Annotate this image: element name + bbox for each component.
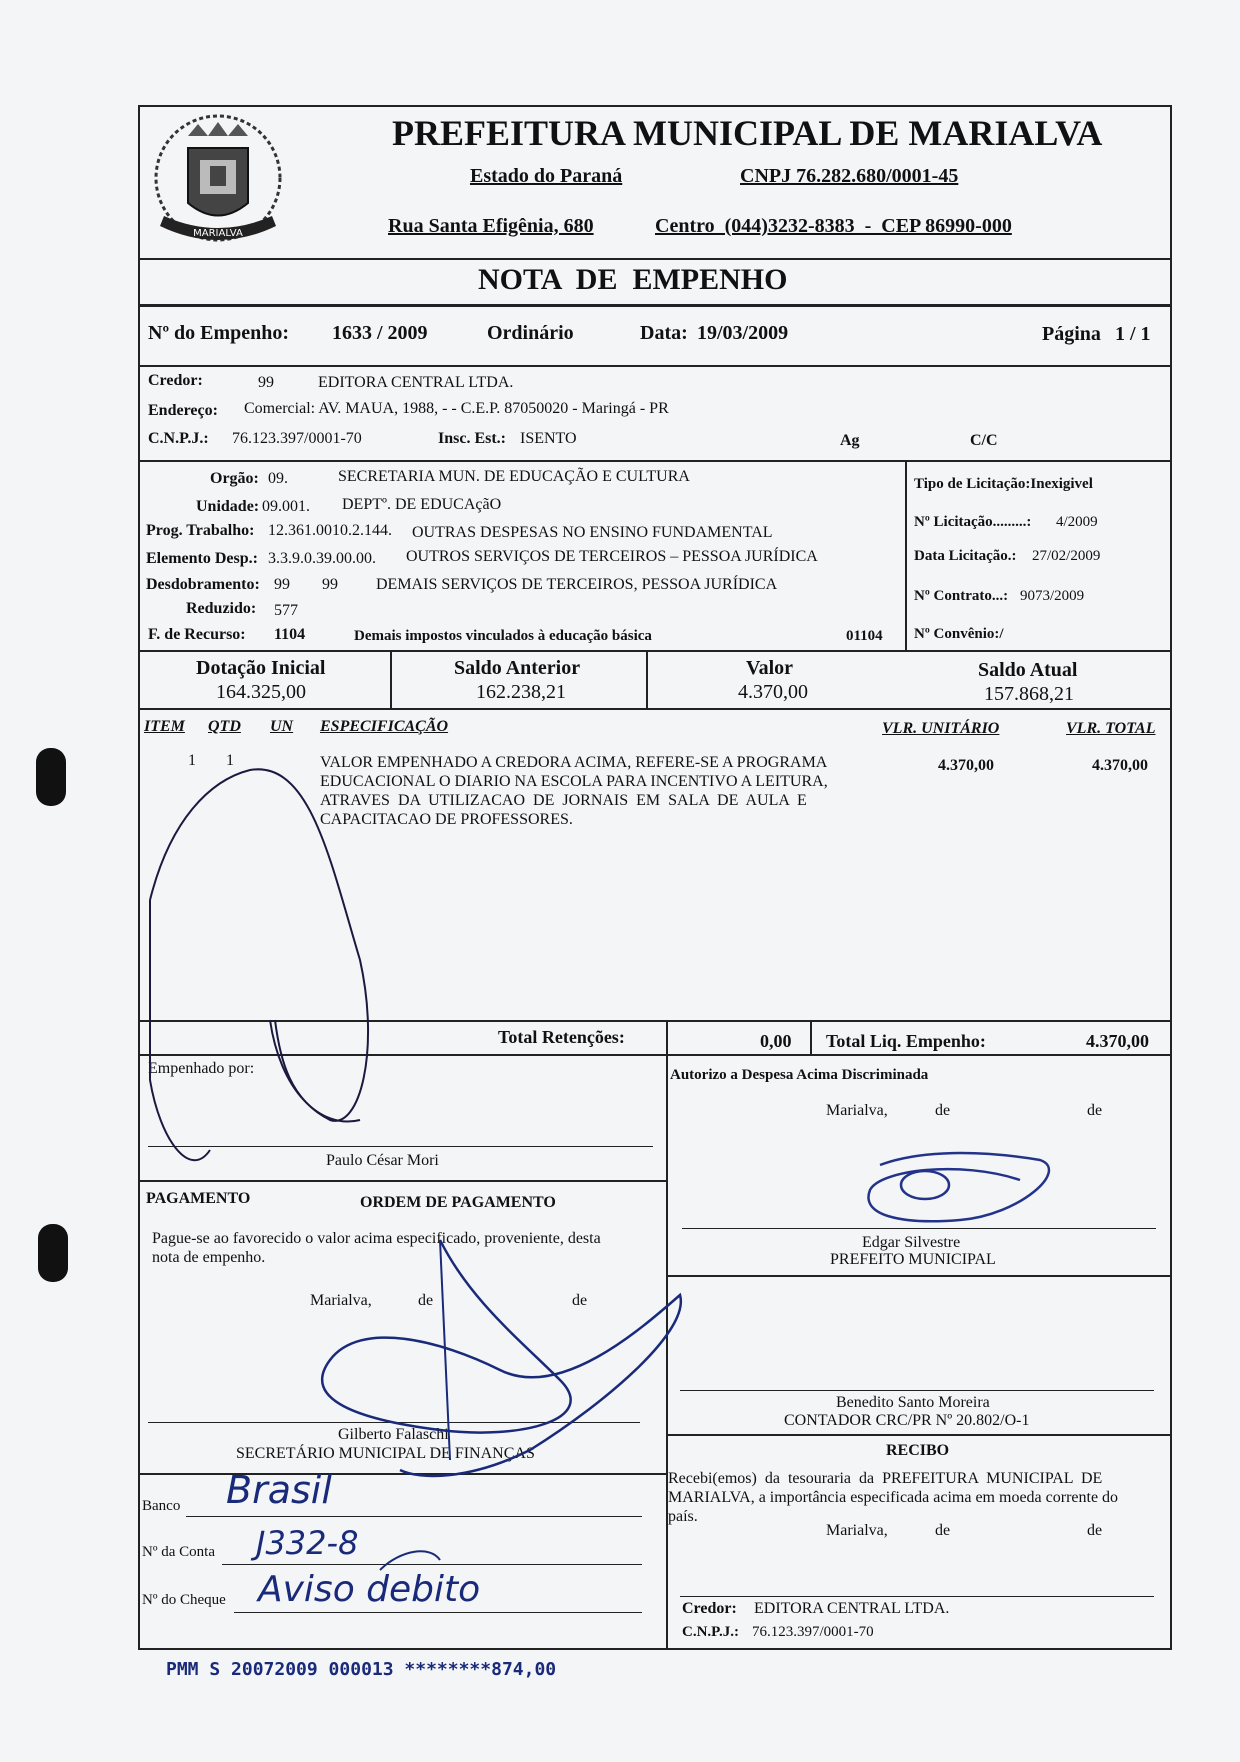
recurso-name: Demais impostos vinculados à educação básica (354, 628, 652, 644)
recibo-line-2: MARIALVA, a importância especificada acima em moeda corrente do (668, 1489, 1119, 1506)
ordem-label: ORDEM DE PAGAMENTO (360, 1194, 556, 1211)
licitacao-tipo: Tipo de Licitação:Inexigivel (914, 476, 1093, 492)
liquido-value: 4.370,00 (1086, 1031, 1149, 1051)
svg-text:MARIALVA: MARIALVA (193, 228, 243, 239)
elem-name: OUTROS SERVIÇOS DE TERCEIROS – PESSOA JURÍDICA (406, 548, 818, 565)
recibo-cnpj: 76.123.397/0001-70 (752, 1624, 874, 1640)
desd-code-1: 99 (274, 576, 290, 593)
prefeito-name: Edgar Silvestre (862, 1234, 961, 1251)
pagamento-de-1: de (418, 1292, 434, 1309)
recibo-de-2: de (1087, 1522, 1103, 1539)
conta-label: Nº da Conta (142, 1544, 215, 1560)
divider (138, 1473, 666, 1475)
cheque-handwriting: Aviso debito (258, 1569, 481, 1610)
desd-name: DEMAIS SERVIÇOS DE TERCEIROS, PESSOA JURÍDICA (376, 576, 778, 593)
municipality-name: PREFEITURA MUNICIPAL DE MARIALVA (392, 113, 1103, 153)
empenho-number-label: Nº do Empenho: (148, 322, 290, 344)
empenho-type: Ordinário (487, 322, 574, 344)
recibo-line-1: Recebi(emos) da tesouraria da PREFEITURA MUNICIPAL DE (668, 1470, 1103, 1487)
conta-handwriting: J332-8 (256, 1524, 359, 1562)
contrato-label: Nº Contrato...: (914, 588, 1009, 604)
recibo-de-1: de (935, 1522, 951, 1539)
secretario-name: Gilberto Falaschi (338, 1426, 449, 1443)
saldo-anterior-value: 162.238,21 (476, 681, 566, 703)
pagamento-de-2: de (572, 1292, 588, 1309)
insc-value: ISENTO (520, 430, 577, 447)
signature-line (148, 1146, 653, 1147)
secretario-role: SECRETÁRIO MUNICIPAL DE FINANÇAS (236, 1445, 535, 1462)
elem-code: 3.3.9.0.39.00.00. (268, 550, 376, 567)
retencoes-value: 0,00 (760, 1031, 792, 1051)
recibo-line-3: país. (668, 1508, 698, 1525)
divider (138, 1180, 666, 1182)
item-number: 1 (188, 752, 196, 769)
unidade-label: Unidade: (196, 498, 260, 515)
col-un: UN (270, 718, 294, 735)
divider (138, 708, 1172, 710)
recurso-code-2: 01104 (846, 628, 883, 644)
dotacao-label: Dotação Inicial (196, 657, 326, 679)
recibo-cnpj-label: C.N.P.J.: (682, 1624, 739, 1640)
recibo-place: Marialva, (826, 1522, 888, 1539)
street: Rua Santa Efigênia, 680 (388, 215, 594, 237)
saldo-atual-label: Saldo Atual (978, 659, 1078, 681)
item-spec-line: ATRAVES DA UTILIZACAO DE JORNAIS EM SALA DE AULA E (320, 792, 807, 809)
retencoes-label: Total Retenções: (498, 1027, 625, 1047)
divider (138, 304, 1172, 307)
licitacao-numero: 4/2009 (1056, 514, 1098, 530)
binder-hole (38, 1224, 68, 1282)
signature-line (680, 1390, 1154, 1391)
item-spec-line: EDUCACIONAL O DIARIO NA ESCOLA PARA INCENTIVO A LEITURA, (320, 773, 828, 790)
reduzido-value: 577 (274, 602, 298, 619)
address-label: Endereço: (148, 402, 218, 419)
divider (390, 650, 392, 708)
divider (138, 460, 1172, 462)
credor-code: 99 (258, 374, 274, 391)
cheque-line (234, 1612, 642, 1613)
col-total: VLR. TOTAL (1066, 720, 1156, 737)
recibo-title: RECIBO (886, 1442, 950, 1459)
divider (138, 650, 1172, 652)
recibo-credor: EDITORA CENTRAL LTDA. (754, 1600, 950, 1617)
saldo-anterior-label: Saldo Anterior (454, 657, 581, 679)
cnpj-header: CNPJ 76.282.680/0001-45 (740, 165, 959, 187)
autorizo-de-1: de (935, 1102, 951, 1119)
address-value: Comercial: AV. MAUA, 1988, - - C.E.P. 87050020 - Maringá - PR (244, 400, 669, 417)
contrato-value: 9073/2009 (1020, 588, 1085, 604)
page-value: 1 / 1 (1115, 323, 1151, 345)
cheque-label: Nº do Cheque (142, 1592, 226, 1608)
date-label: Data: (640, 322, 688, 344)
recibo-credor-label: Credor: (682, 1600, 737, 1617)
divider (666, 1020, 668, 1056)
autorizo-label: Autorizo a Despesa Acima Discriminada (670, 1067, 929, 1083)
item-total-value: 4.370,00 (1092, 757, 1148, 774)
unidade-name: DEPTº. DE EDUCAçãO (342, 496, 502, 513)
page-label: Página (1042, 323, 1101, 345)
desd-code-2: 99 (322, 576, 338, 593)
recurso-code: 1104 (274, 626, 306, 643)
municipal-crest (148, 108, 288, 258)
reduzido-label: Reduzido: (186, 600, 257, 617)
elem-label: Elemento Desp.: (146, 550, 258, 567)
licitacao-data-label: Data Licitação.: (914, 548, 1017, 564)
unidade-code: 09.001. (262, 498, 310, 515)
dotacao-value: 164.325,00 (216, 681, 306, 703)
autorizo-place: Marialva, (826, 1102, 888, 1119)
pagamento-text-1: Pague-se ao favorecido o valor acima especificado, proveniente, desta (152, 1230, 601, 1247)
divider (138, 258, 1172, 260)
banco-handwriting: Brasil (226, 1468, 332, 1512)
conta-line (222, 1564, 642, 1565)
banco-line (186, 1516, 642, 1517)
autorizo-de-2: de (1087, 1102, 1103, 1119)
cc-label: C/C (970, 432, 998, 449)
licitacao-numero-label: Nº Licitação.........: (914, 514, 1032, 530)
empenhado-label: Empenhado por: (148, 1060, 255, 1077)
insc-label: Insc. Est.: (438, 430, 507, 447)
orgao-code: 09. (268, 470, 288, 487)
desd-label: Desdobramento: (146, 576, 260, 593)
col-spec: ESPECIFICAÇÃO (320, 718, 449, 735)
divider (666, 1434, 1172, 1436)
divider (138, 1020, 1172, 1022)
district-phone-cep: Centro (044)3232-8383 - CEP 86990-000 (655, 215, 1012, 237)
recurso-label: F. de Recurso: (148, 626, 246, 643)
divider (666, 1275, 1172, 1277)
credor-name: EDITORA CENTRAL LTDA. (318, 374, 514, 391)
binder-hole (36, 748, 66, 806)
cnpj-value: 76.123.397/0001-70 (232, 430, 362, 447)
valor-value: 4.370,00 (738, 681, 808, 703)
contador-name: Benedito Santo Moreira (836, 1394, 990, 1411)
divider (138, 365, 1172, 367)
pagamento-text-2: nota de empenho. (152, 1249, 266, 1266)
pagamento-label: PAGAMENTO (146, 1190, 251, 1207)
contador-role: CONTADOR CRC/PR Nº 20.802/O-1 (784, 1412, 1030, 1429)
signature-line (682, 1228, 1156, 1229)
empenhado-name: Paulo César Mori (326, 1152, 439, 1169)
credor-label: Credor: (148, 372, 203, 389)
divider (905, 460, 907, 650)
signature-line (680, 1596, 1154, 1597)
prog-label: Prog. Trabalho: (146, 522, 255, 539)
item-spec-line: VALOR EMPENHADO A CREDORA ACIMA, REFERE-SE A PROGRAMA (320, 754, 828, 771)
valor-label: Valor (746, 657, 794, 679)
empenho-number: 1633 / 2009 (332, 322, 428, 344)
item-unit-value: 4.370,00 (938, 757, 994, 774)
pagamento-place: Marialva, (310, 1292, 372, 1309)
item-qtd: 1 (226, 752, 234, 769)
banco-label: Banco (142, 1498, 181, 1514)
signature-line (148, 1422, 640, 1423)
divider (138, 1054, 1172, 1056)
prog-name: OUTRAS DESPESAS NO ENSINO FUNDAMENTAL (412, 524, 773, 541)
divider (666, 1054, 668, 1650)
prefeito-role: PREFEITO MUNICIPAL (830, 1251, 996, 1268)
document-title: NOTA DE EMPENHO (478, 263, 788, 296)
liquido-label: Total Liq. Empenho: (826, 1031, 986, 1051)
orgao-label: Orgão: (210, 470, 259, 487)
state-name: Estado do Paraná (470, 165, 623, 187)
col-item: ITEM (144, 718, 185, 735)
ag-label: Ag (840, 432, 860, 449)
divider (810, 1020, 812, 1056)
saldo-atual-value: 157.868,21 (984, 683, 1074, 705)
divider (646, 650, 648, 708)
col-qtd: QTD (208, 718, 241, 735)
orgao-name: SECRETARIA MUN. DE EDUCAÇÃO E CULTURA (338, 468, 690, 485)
prog-code: 12.361.0010.2.144. (268, 522, 392, 539)
item-spec-line: CAPACITACAO DE PROFESSORES. (320, 811, 573, 828)
licitacao-data: 27/02/2009 (1032, 548, 1101, 564)
mechanical-stamp: PMM S 20072009 000013 ********874,00 (166, 1659, 557, 1680)
date-value: 19/03/2009 (697, 322, 789, 344)
convenio: Nº Convênio:/ (914, 626, 1004, 642)
cnpj-label: C.N.P.J.: (148, 430, 209, 447)
col-unit: VLR. UNITÁRIO (882, 720, 1000, 737)
